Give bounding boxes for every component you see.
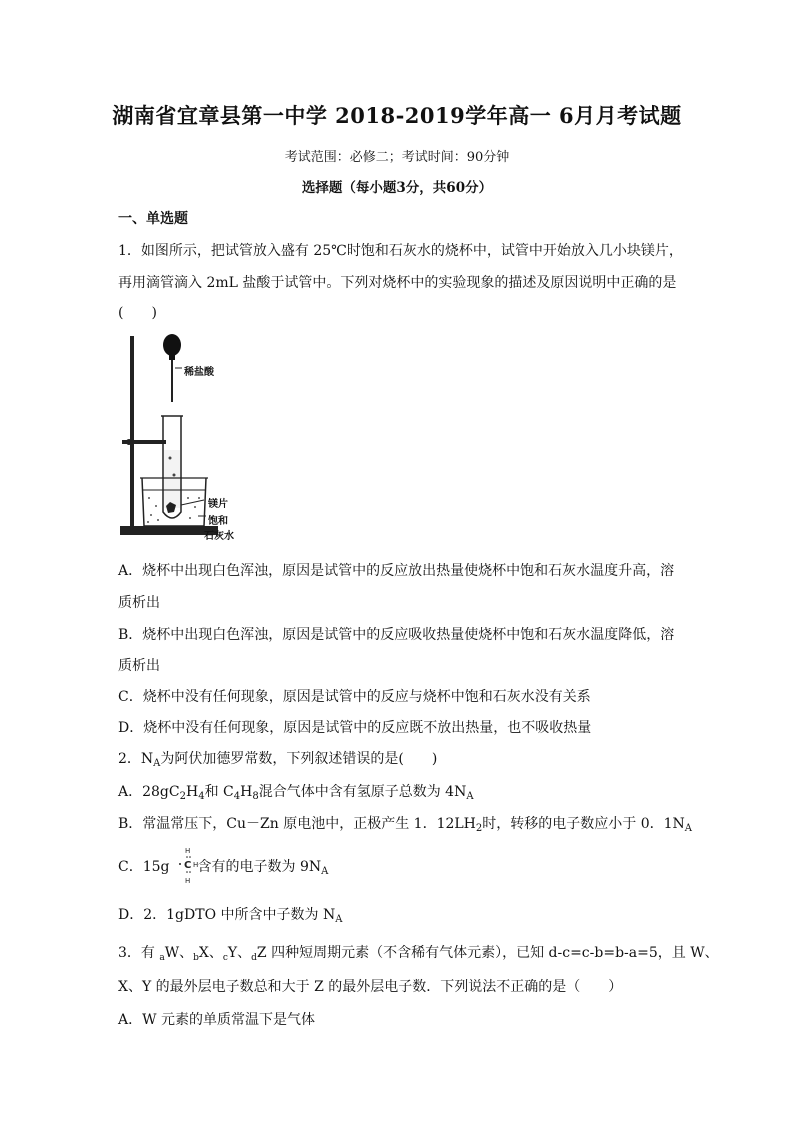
q2-option-d [118, 904, 342, 924]
q2-d-sub-1: A [335, 914, 343, 925]
q2-d-text-1: D．2．1gDTO 中所含中子数为 N [118, 907, 336, 923]
q2-b-sub-1: 2 [475, 823, 483, 834]
q2-stem [118, 748, 437, 768]
label-limewater: 石灰水 [204, 531, 234, 542]
svg-text:H: H [185, 877, 191, 885]
page-title: 湖南省宜章县第一中学 2018-2019学年高一 6月月考试题 [112, 103, 682, 128]
q1-option-b-line2: 质析出 [118, 658, 160, 674]
q3-sub-a: a [159, 953, 165, 963]
q3-sub-c: c [222, 953, 228, 963]
experiment-figure [118, 330, 248, 542]
q2-a-sub-5: A [466, 791, 474, 802]
q2-a-sub-3: 4 [233, 791, 241, 802]
q3-stem-line2: X、Y 的最外层电子数总和大于 Z 的最外层电子数．下列说法不正确的是（ ） [118, 979, 623, 995]
q2-a-sub-2: 4 [198, 791, 205, 802]
q1-stem-line2: 再用滴管滴入 2mL 盐酸于试管中。下列对烧杯中的实验现象的描述及原因说明中正确的是 [118, 275, 677, 291]
section-title: 选择题（每小题3分，共60分） [301, 180, 493, 196]
q2-stem-post: 为阿伏加德罗常数，下列叙述错误的是( ) [160, 751, 438, 767]
q3-stem-line1 [118, 942, 719, 963]
q2-option-c [118, 856, 328, 876]
q2-a-sub-4: 8 [252, 791, 259, 802]
q2-a-text-4: H [240, 784, 253, 800]
q2-a-text-5: 混合气体中含有氢原子总数为 4N [258, 784, 467, 800]
q2-option-b [118, 813, 692, 833]
exam-info: 考试范围：必修二；考试时间：90分钟 [284, 150, 510, 165]
q2-b-text-1: B．常温常压下，Cu－Zn 原电池中，正极产生 1．12LH [118, 816, 476, 832]
q1-option-a-line1: A．烧杯中出现白色浑浊，原因是试管中的反应放出热量使烧杯中饱和石灰水温度升高，溶 [118, 563, 675, 579]
q3-text-5: Z 四种短周期元素（不含稀有气体元素），已知 d-c=c-b=b-a=5，且 W、 [256, 945, 719, 961]
label-magnesium: 镁片 [208, 499, 228, 510]
q2-c-text-2: 含有的电子数为 9N [197, 859, 322, 875]
part-heading: 一、单选题 [118, 211, 188, 227]
q2-a-text-3: 和 C [204, 784, 234, 800]
q1-option-c: C．烧杯中没有任何现象，原因是试管中的反应与烧杯中饱和石灰水没有关系 [118, 689, 591, 705]
q2-c-text-1: C．15g [118, 859, 170, 875]
q3-sub-b: b [193, 953, 199, 963]
q2-a-sub-1: 2 [179, 791, 186, 802]
q3-text-2: W、 [164, 945, 194, 961]
q2-b-sub-2: A [684, 823, 693, 834]
q1-stem-line1: 1．如图所示，把试管放入盛有 25℃时饱和石灰水的烧杯中，试管中开始放入几小块镁片， [118, 243, 683, 259]
q2-option-a [118, 781, 474, 801]
label-saturated: 饱和 [208, 516, 228, 527]
q2-stem-pre: 2．N [118, 751, 154, 767]
apparatus-diagram [118, 330, 248, 542]
svg-text:H: H [185, 847, 191, 855]
svg-text:C: C [184, 860, 192, 871]
label-dilute-hcl: 稀盐酸 [184, 367, 214, 378]
q3-text-4: Y、 [227, 945, 252, 961]
q2-stem-sub: A [153, 758, 161, 769]
q1-answer-blank: ( ) [118, 305, 157, 321]
q1-option-d: D．烧杯中没有任何现象，原因是试管中的反应既不放出热量，也不吸收热量 [118, 720, 592, 736]
q3-sub-d: d [251, 953, 257, 963]
q1-option-b-line1: B．烧杯中出现白色浑浊，原因是试管中的反应吸收热量使烧杯中饱和石灰水温度降低，溶 [118, 627, 675, 643]
q3-option-a: A．W 元素的单质常温下是气体 [118, 1012, 315, 1028]
svg-text:H: H [193, 861, 199, 869]
q3-text-1: 3．有 [118, 945, 160, 961]
q2-b-text-2: 时，转移的电子数应小于 0．1N [482, 816, 685, 832]
methyl-lewis-structure-icon [177, 845, 199, 885]
q2-a-text-2: H [185, 784, 199, 800]
q2-a-text-1: A．28gC [118, 784, 180, 800]
q3-text-3: X、 [198, 945, 223, 961]
q1-option-a-line2: 质析出 [118, 595, 160, 611]
q2-c-sub-1: A [321, 866, 329, 877]
